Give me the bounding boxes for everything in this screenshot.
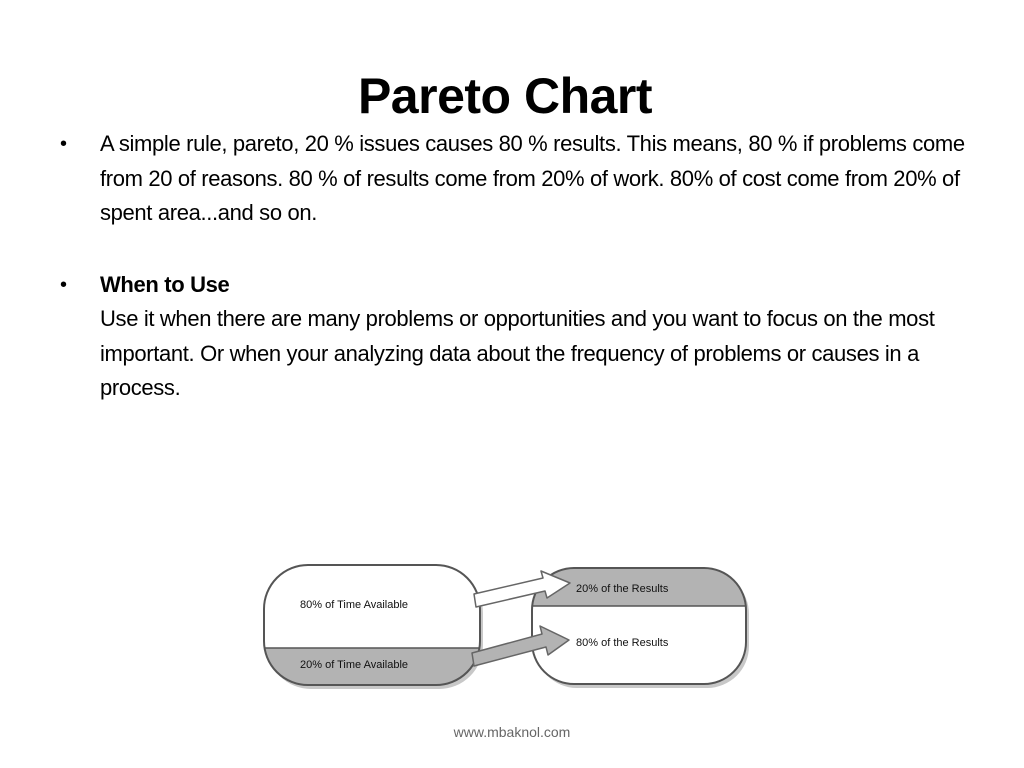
bullet-text: Use it when there are many problems or opportunities and you want to focus on the most important. Or when your analyzing data about the frequency of problems or causes in a process. bbox=[100, 306, 935, 400]
right-top-percent: 20% bbox=[576, 583, 599, 595]
bullet-glyph: • bbox=[60, 273, 67, 296]
left-bottom-label bbox=[300, 659, 408, 671]
pareto-diagram-svg bbox=[258, 560, 754, 700]
right-bottom-percent: 80% bbox=[576, 637, 599, 649]
bullet-text: A simple rule, pareto, 20 % issues causes 80 % results. This means, 80 % if problems come from 20 of reasons. 80 % of results come from 20% of work. 80% of cost come from 20% of spent area...and so on. bbox=[100, 131, 965, 225]
right-top-label bbox=[576, 583, 669, 595]
slide-title: Pareto Chart bbox=[357, 68, 653, 124]
footer-url: www.mbaknol.com bbox=[453, 724, 571, 740]
left-top-label bbox=[300, 599, 408, 611]
bullet-heading: When to Use bbox=[100, 271, 230, 297]
right-bottom-label bbox=[576, 637, 669, 649]
bullet-item-when-to-use bbox=[60, 268, 965, 406]
left-top-text: of Time Available bbox=[325, 599, 409, 611]
left-bottom-percent: 20% bbox=[300, 659, 323, 671]
bullet-list bbox=[60, 127, 965, 406]
left-top-percent: 80% bbox=[300, 599, 323, 611]
pareto-diagram bbox=[258, 560, 754, 700]
right-bottom-text: of the Results bbox=[601, 637, 669, 649]
left-bottom-text: of Time Available bbox=[325, 659, 409, 671]
bullet-item-pareto-rule bbox=[60, 127, 965, 231]
bullet-glyph: • bbox=[60, 133, 67, 155]
right-top-text: of the Results bbox=[601, 583, 669, 595]
